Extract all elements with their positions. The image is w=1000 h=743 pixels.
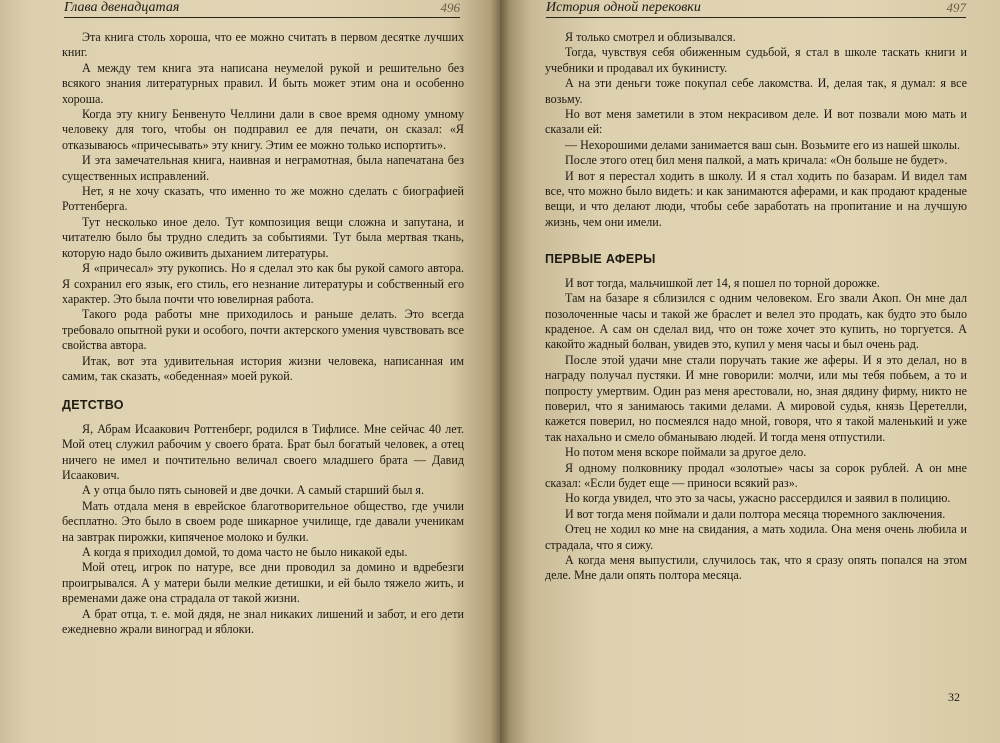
paragraph: А у отца было пять сыновей и две дочки. А самый старший был я. (82, 483, 424, 498)
section-title-first-frauds: ПЕРВЫЕ АФЕРЫ (545, 252, 656, 267)
paragraph: Я «причесал» эту рукопись. Но я сделал это как бы рукой самого автора. Я сохранил его язык, его стиль, его незнание литературы и собственный его характер. Это была почти что ювелирная работа. (62, 261, 464, 306)
paragraph: Когда эту книгу Бенвенуто Челлини дали в свое время одному умному человеку для того, чтобы он подправил ее для печати, он сказал: «Я отказываюсь «причесывать» эту книгу. Этим ее можно только испортить». (62, 107, 464, 152)
paragraph: А на эти деньги тоже покупал себе лакомства. И, делая так, я думал: я все возьму. (545, 76, 967, 106)
paragraph: И вот я перестал ходить в школу. И я стал ходить по базарам. И видел там все, что можно было видеть: и как занимаются аферами, и как продают краденые вещи, и что делают люди, чтобы себе заработать на пропитание и на лучшую жизнь, чем они имели. (545, 168, 967, 229)
right-page (500, 0, 1000, 743)
folio-number: 32 (948, 690, 960, 704)
paragraph: А брат отца, т. е. мой дядя, не знал никаких лишений и забот, и его дети ежедневно жрали виноград и яблоки. (62, 606, 464, 637)
paragraph: После этого отец бил меня палкой, а мать кричала: «Он больше не будет». (565, 153, 948, 168)
right-body-text (545, 30, 967, 584)
paragraph: Но вот меня заметили в этом некрасивом деле. И вот позвали мою мать и сказали ей: (545, 107, 967, 137)
left-body-text (62, 30, 464, 637)
paragraph: Нет, я не хочу сказать, что именно то же можно сделать с биографией Роттенберга. (62, 184, 464, 214)
paragraph: Но когда увидел, что это за часы, ужасно рассердился и заявил в полицию. (565, 491, 951, 506)
chapter-title: Глава двенадцатая (64, 0, 180, 15)
paragraph: Но потом меня вскоре поймали за другое дело. (565, 445, 807, 460)
paragraph: И эта замечательная книга, наивная и неграмотная, была напечатана без существенных исправлений. (62, 153, 464, 183)
section-title-childhood: ДЕТСТВО (62, 398, 124, 413)
left-gutter-shadow (490, 0, 500, 743)
story-title: История одной перековки (546, 0, 701, 15)
paragraph: А когда я приходил домой, то дома часто не было никакой еды. (82, 545, 408, 559)
right-running-head (546, 0, 966, 18)
paragraph: И вот тогда меня поймали и дали полтора месяца тюремного заключения. (565, 506, 946, 521)
left-paragraphs (62, 30, 464, 384)
paragraph: — Нехорошими делами занимается ваш сын. Возьмите его из нашей школы. (565, 137, 961, 152)
paragraph: Отец не ходил ко мне на свидания, а мать ходила. Она меня очень любила и страдала, что я сижу. (545, 522, 967, 552)
right-section-paragraphs (545, 276, 967, 584)
left-page-number: 496 (440, 0, 460, 15)
left-section-paragraphs (62, 422, 464, 638)
paragraph: Я только смотрел и облизывался. (565, 30, 736, 44)
paragraph: Мой отец, игрок по натуре, все дни проводил за домино и вдребезги проигрывался. А у матери были мелкие детишки, и ей было тяжело жить, и временами даже она страдала от такой жизни. (62, 560, 464, 606)
paragraph: После этой удачи мне стали поручать такие же аферы. И я это делал, но в награду получал пустяки. И мне говорили: молчи, или мы тебя побьем, а то и попросту умертвим. Один раз меня арестовали, но, зная дядину фирму, никто не поверил, что я занимаюсь такими делами. А мировой судья, князь Церетелли, кажется поверил, но посмеялся надо мной, говоря, что я такой маленький и уже так нахально и смело обманываю людей. И тогда меня отпустили. (545, 352, 967, 444)
paragraph: А между тем книга эта написана неумелой рукой и решительно без всякого знания литературных правил. И быть может этим она и особенно хороша. (62, 60, 464, 106)
paragraph: Тут несколько иное дело. Тут композиция вещи сложна и запутана, и читателю было бы трудно следить за событиями. Тут была мертвая ткань, которую надо было оживить дыханием литературы. (62, 214, 464, 260)
paragraph: Мать отдала меня в еврейское благотворительное общество, где учили бесплатно. Это было в своем роде шикарное училище, где давали ученикам на завтрак пирожки, кипяченое молоко и булки. (62, 498, 464, 544)
paragraph: Тогда, чувствуя себя обиженным судьбой, я стал в школе таскать книги и учебники и продавал их букинисту. (545, 45, 967, 75)
right-page-number: 497 (946, 0, 966, 15)
paragraph: И вот тогда, мальчишкой лет 14, я пошел по торной дорожке. (565, 275, 880, 290)
right-gutter-shadow (500, 0, 510, 743)
paragraph: Эта книга столь хороша, что ее можно считать в первом десятке лучших книг. (62, 30, 464, 60)
paragraph: Итак, вот эта удивительная история жизни человека, написанная им самим, так сказать, «обеденная» моей рукой. (62, 353, 464, 383)
right-paragraphs (545, 30, 967, 230)
paragraph: Я одному полковнику продал «золотые» часы за сорок рублей. А он мне сказал: «Если будет еще — приноси всякий раз». (545, 460, 967, 490)
paragraph: Там на базаре я сблизился с одним человеком. Его звали Акоп. Он мне дал позолоченные часы и такой же браслет и велел это продать, как будто это было краденое. А сам он сделал вид, что он тоже хочет это купить, но торгуется. А какойто жадный болван, увидев это, купил у меня часы и был очень рад. (545, 291, 967, 352)
paragraph: А когда меня выпустили, случилось так, что я сразу опять попался на этом деле. Мне дали опять полтора месяца. (545, 553, 967, 583)
paragraph: Я, Абрам Исаакович Роттенберг, родился в Тифлисе. Мне сейчас 40 лет. Мой отец служил рабочим у своего брата. Брат был богатый человек, а отец ничего не имел и почтительно величал своего младшего брата — Давид Исаакович. (62, 421, 464, 482)
paragraph: Такого рода работы мне приходилось и раньше делать. Это всегда требовало опытной руки и особого, почти актерского умения чувствовать все свойства автора. (62, 307, 464, 353)
left-running-head (64, 0, 460, 18)
